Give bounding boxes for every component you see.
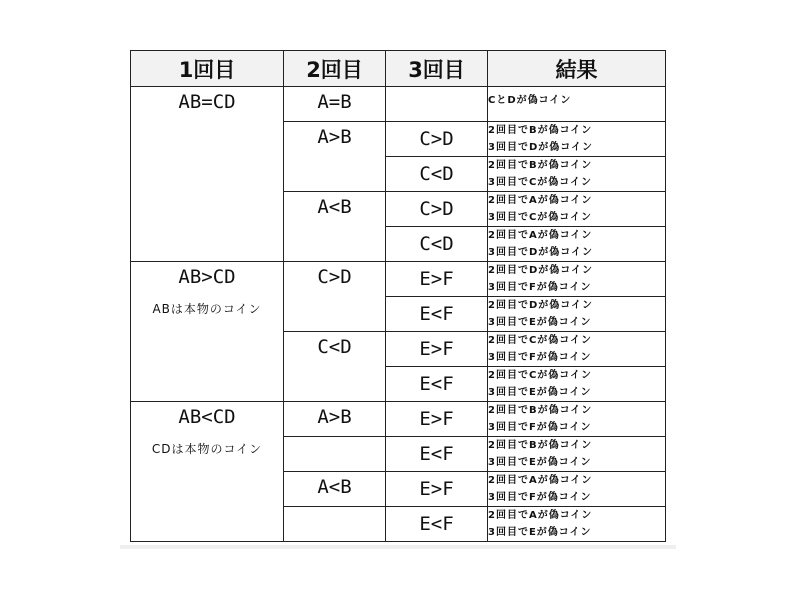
result-cell bbox=[488, 297, 666, 332]
second-weighing-result: C<D bbox=[317, 336, 352, 358]
result-line: 2回目でDが偽コイン bbox=[488, 300, 593, 311]
third-weighing-cell bbox=[386, 332, 488, 367]
result-line: 2回目でBが偽コイン bbox=[488, 440, 593, 451]
third-weighing-cell bbox=[386, 297, 488, 332]
result-line: 2回目でAが偽コイン bbox=[488, 475, 593, 486]
result-cell bbox=[488, 402, 666, 437]
third-weighing-result: E>F bbox=[419, 338, 454, 360]
third-weighing-cell bbox=[386, 192, 488, 227]
second-weighing-cell bbox=[284, 262, 386, 332]
result-cell bbox=[488, 192, 666, 227]
third-weighing-result: C<D bbox=[419, 163, 454, 185]
third-weighing-cell bbox=[386, 507, 488, 542]
third-weighing-result: E<F bbox=[419, 303, 454, 325]
second-weighing-result: A=B bbox=[317, 91, 352, 113]
coin-decision-table bbox=[130, 50, 666, 542]
third-weighing-cell bbox=[386, 262, 488, 297]
third-weighing-cell bbox=[386, 122, 488, 157]
third-weighing-result: E>F bbox=[419, 408, 454, 430]
first-weighing-result: AB<CD bbox=[178, 406, 236, 428]
second-weighing-cell bbox=[284, 122, 386, 192]
second-weighing-result: A<B bbox=[317, 476, 352, 498]
result-line: 3回目でFが偽コイン bbox=[488, 422, 592, 433]
second-weighing-cell bbox=[284, 402, 386, 437]
result-line: 2回目でAが偽コイン bbox=[488, 230, 593, 241]
result-line: 2回目でBが偽コイン bbox=[488, 125, 593, 136]
result-cell bbox=[488, 472, 666, 507]
result-line: 3回目でFが偽コイン bbox=[488, 492, 592, 503]
result-line: 3回目でCが偽コイン bbox=[488, 177, 592, 188]
result-cell bbox=[488, 367, 666, 402]
result-line: 2回目でAが偽コイン bbox=[488, 195, 593, 206]
first-weighing-cell bbox=[131, 262, 284, 402]
first-weighing-cell bbox=[131, 402, 284, 542]
header-row bbox=[131, 51, 666, 87]
second-weighing-cell bbox=[284, 192, 386, 262]
table-row bbox=[131, 87, 666, 122]
table-row bbox=[131, 402, 666, 437]
result-line: 3回目でDが偽コイン bbox=[488, 142, 593, 153]
table-body bbox=[131, 87, 666, 542]
header-first-weighing: 1回目 bbox=[131, 51, 284, 87]
result-line: 3回目でEが偽コイン bbox=[488, 317, 592, 328]
third-weighing-cell bbox=[386, 472, 488, 507]
third-weighing-result: E<F bbox=[419, 443, 454, 465]
third-weighing-cell bbox=[386, 157, 488, 192]
first-weighing-result: AB>CD bbox=[178, 266, 236, 288]
result-line: 2回目でCが偽コイン bbox=[488, 370, 592, 381]
second-weighing-cell bbox=[284, 472, 386, 507]
third-weighing-cell bbox=[386, 437, 488, 472]
third-weighing-result: C<D bbox=[419, 233, 454, 255]
third-weighing-result: E>F bbox=[419, 268, 454, 290]
result-line: 3回目でEが偽コイン bbox=[488, 387, 592, 398]
page-shadow bbox=[120, 545, 676, 549]
second-weighing-cell bbox=[284, 437, 386, 472]
third-weighing-result: C>D bbox=[419, 198, 454, 220]
result-line: 3回目でCが偽コイン bbox=[488, 212, 592, 223]
third-weighing-result: C>D bbox=[419, 128, 454, 150]
result-line: 2回目でDが偽コイン bbox=[488, 265, 593, 276]
second-weighing-cell bbox=[284, 507, 386, 542]
result-line: 2回目でBが偽コイン bbox=[488, 160, 593, 171]
result-cell bbox=[488, 437, 666, 472]
result-cell bbox=[488, 157, 666, 192]
third-weighing-result: E<F bbox=[419, 373, 454, 395]
result-cell bbox=[488, 87, 666, 122]
first-weighing-cell bbox=[131, 87, 284, 262]
second-weighing-result: A<B bbox=[317, 196, 352, 218]
second-weighing-result: A>B bbox=[317, 406, 352, 428]
result-line: 2回目でCが偽コイン bbox=[488, 335, 592, 346]
header-third-weighing: 3回目 bbox=[386, 51, 488, 87]
second-weighing-result: A>B bbox=[317, 126, 352, 148]
table-row bbox=[131, 262, 666, 297]
third-weighing-cell bbox=[386, 227, 488, 262]
result-cell bbox=[488, 262, 666, 297]
second-weighing-result: C>D bbox=[317, 266, 352, 288]
second-weighing-cell bbox=[284, 87, 386, 122]
third-weighing-cell bbox=[386, 402, 488, 437]
third-weighing-cell bbox=[386, 367, 488, 402]
result-line: 2回目でBが偽コイン bbox=[488, 405, 593, 416]
result-line: 3回目でFが偽コイン bbox=[488, 282, 592, 293]
result-cell bbox=[488, 122, 666, 157]
result-line: 3回目でDが偽コイン bbox=[488, 247, 593, 258]
group-note: CDは本物のコイン bbox=[151, 442, 263, 456]
third-weighing-result: E<F bbox=[419, 513, 454, 535]
third-weighing-cell bbox=[386, 87, 488, 122]
result-line: CとDが偽コイン bbox=[488, 94, 572, 106]
result-line: 3回目でEが偽コイン bbox=[488, 457, 592, 468]
result-cell bbox=[488, 227, 666, 262]
header-second-weighing: 2回目 bbox=[284, 51, 386, 87]
result-cell bbox=[488, 332, 666, 367]
group-note: ABは本物のコイン bbox=[152, 302, 262, 316]
second-weighing-cell bbox=[284, 332, 386, 402]
third-weighing-result: E>F bbox=[419, 478, 454, 500]
result-line: 3回目でEが偽コイン bbox=[488, 527, 592, 538]
header-result: 結果 bbox=[488, 51, 666, 87]
result-line: 3回目でFが偽コイン bbox=[488, 352, 592, 363]
result-line: 2回目でAが偽コイン bbox=[488, 510, 593, 521]
first-weighing-result: AB=CD bbox=[178, 91, 236, 113]
result-cell bbox=[488, 507, 666, 542]
